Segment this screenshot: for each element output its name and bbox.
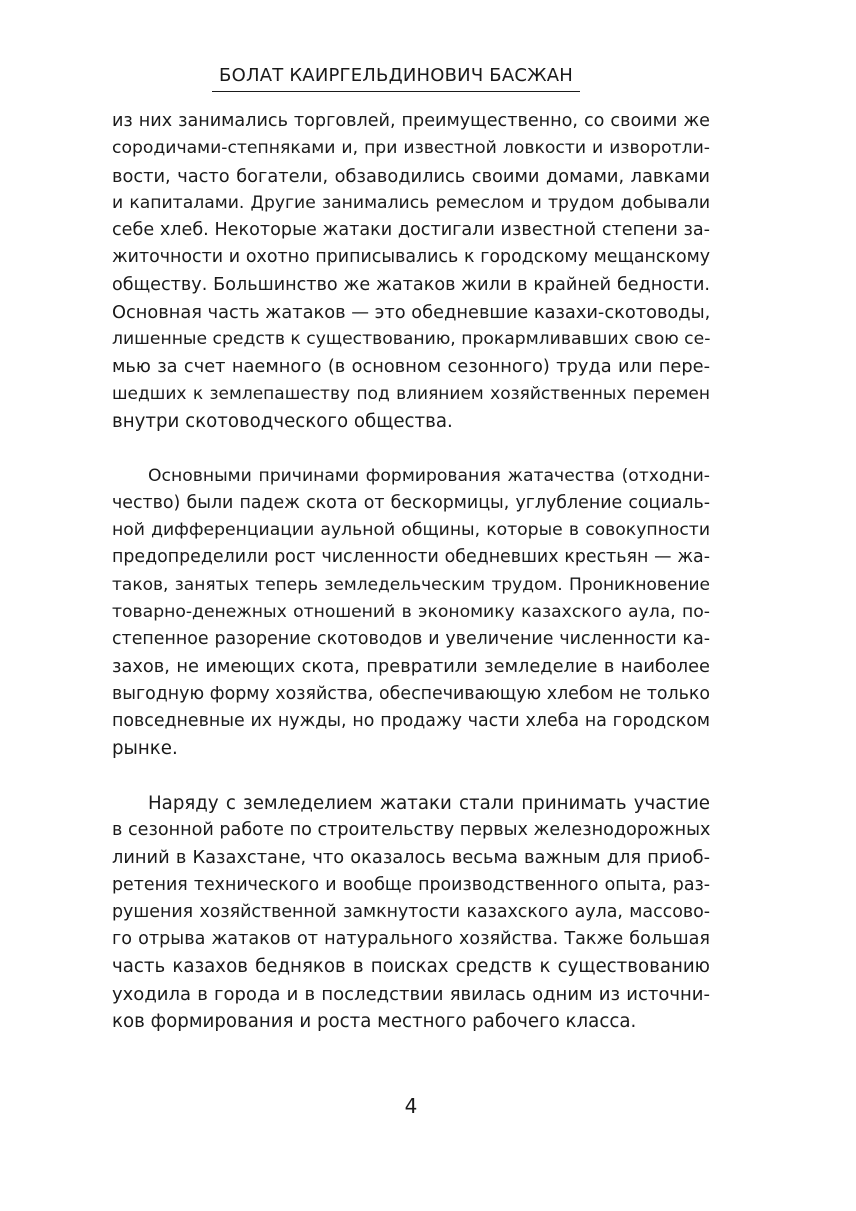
text-line: рынке. bbox=[112, 738, 178, 759]
text-line: лишенные средств к существованию, прокармливавших свою се- bbox=[112, 329, 711, 349]
text-line: житочности и охотно приписывались к городскому мещанскому bbox=[112, 247, 710, 268]
text-line: из них занимались торговлей, преимущественно, со своими же bbox=[112, 111, 710, 131]
text-line: сородичами-степняками и, при известной ловкости и изворотли- bbox=[112, 138, 710, 159]
text-line: выгодную форму хозяйства, обеспечивающую хлебом не только bbox=[112, 683, 710, 704]
text-line: Основная часть жатаков — это обедневшие казахи-скотоводы, bbox=[112, 301, 711, 323]
text-line: уходила в города и в последствии явилась одним из источни- bbox=[112, 983, 710, 1005]
text-line: ной дифференциации аульной общины, которые в совокупности bbox=[112, 520, 710, 540]
text-line: в сезонной работе по строительству первых железнодорожных bbox=[112, 820, 711, 840]
paragraph-3 bbox=[112, 790, 710, 1035]
text-line: себе хлеб. Некоторые жатаки достигали известной степени за- bbox=[112, 220, 710, 240]
paragraph-1 bbox=[112, 108, 710, 435]
page-number: 4 bbox=[404, 1094, 418, 1118]
text-line: товарно-денежных отношений в экономику казахского аула, по- bbox=[112, 601, 710, 622]
text-line: и капиталами. Другие занимались ремеслом и трудом добывали bbox=[112, 192, 710, 213]
text-line: линий в Казахстане, что оказалось весьма важным для приоб- bbox=[112, 847, 710, 869]
text-line: ретения технического и вообще производственного опыта, раз- bbox=[112, 874, 710, 895]
text-line: рушения хозяйственной замкнутости казахского аула, массово- bbox=[112, 901, 710, 922]
text-line: шедших к землепашеству под влиянием хозяйственных перемен bbox=[112, 383, 710, 404]
text-line: степенное разорение скотоводов и увеличение численности ка- bbox=[112, 629, 710, 649]
text-line: Наряду с земледелием жатаки стали принимать участие bbox=[148, 792, 710, 814]
text-line: вости, часто богатели, обзаводились своими домами, лавками bbox=[112, 165, 710, 187]
text-line: мью за счет наемного (в основном сезонного) труда или пере- bbox=[112, 356, 710, 378]
running-header-title: БОЛАТ КАИРГЕЛЬДИНОВИЧ БАСЖАН bbox=[219, 65, 573, 86]
text-line: ков формирования и роста местного рабочего класса. bbox=[112, 1010, 637, 1032]
text-line: таков, занятых теперь земледельческим трудом. Проникновение bbox=[112, 574, 710, 595]
text-line: го отрыва жатаков от натурального хозяйства. Также большая bbox=[112, 929, 710, 949]
text-line: Основными причинами формирования жатачества (отходни- bbox=[148, 465, 710, 486]
text-line: повседневные их нужды, но продажу части хлеба на городском bbox=[112, 710, 710, 731]
body-text bbox=[112, 108, 710, 1035]
text-line: чество) были падеж скота от бескормицы, углубление социаль- bbox=[112, 492, 710, 513]
text-line: внутри скотоводческого общества. bbox=[112, 410, 453, 432]
paragraph-2 bbox=[112, 463, 710, 763]
text-line: предопределили рост численности обедневших крестьян — жа- bbox=[112, 547, 710, 568]
text-line: часть казахов бедняков в поисках средств к существованию bbox=[112, 956, 710, 978]
text-line: обществу. Большинство же жатаков жили в крайней бедности. bbox=[112, 274, 710, 295]
text-line: захов, не имеющих скота, превратили земледелие в наиболее bbox=[112, 656, 710, 678]
header-rule bbox=[212, 91, 580, 92]
